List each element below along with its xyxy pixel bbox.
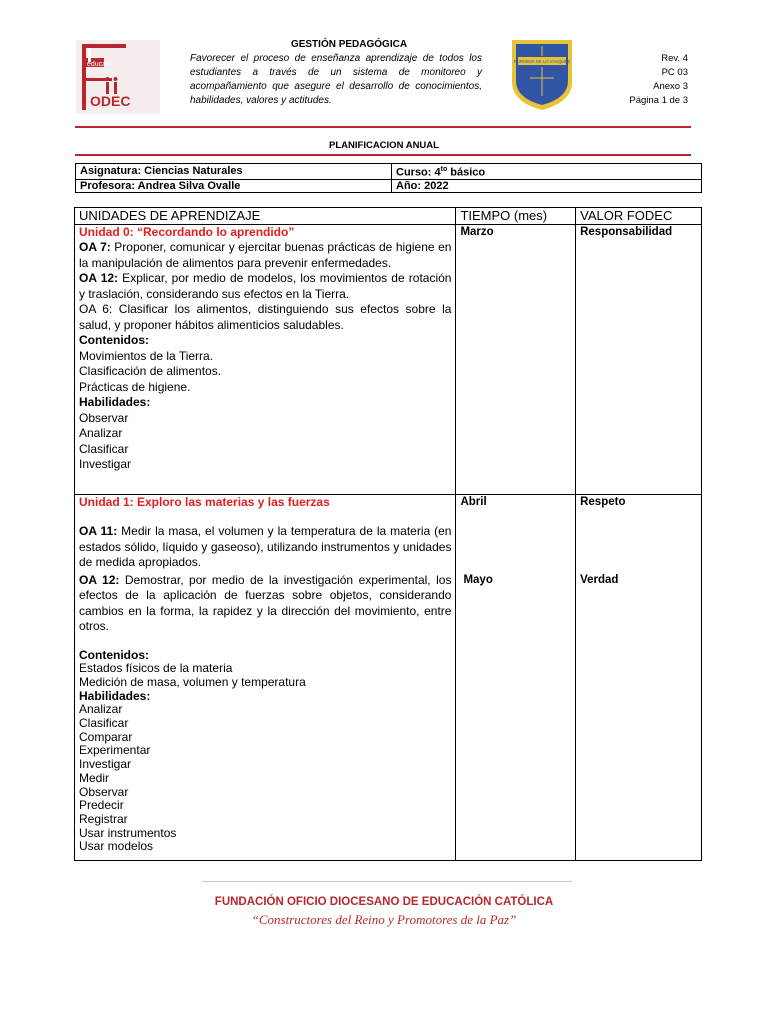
unit0-value: Responsabilidad — [580, 226, 673, 238]
list-item: Clasificar — [79, 716, 129, 731]
unit0-month: Marzo — [460, 226, 494, 238]
list-item: Medir — [79, 770, 110, 785]
unit1-oa12: OA 12: Demostrar, por medio de la investigación experimental, los efectos de la aplicación de fuerzas sobre objetos, considerando cambios en la forma, la rapidez y la dirección del movimiento, entre otros. — [79, 572, 452, 633]
fodec-logo — [76, 40, 160, 114]
unit1-value-cell — [576, 495, 702, 861]
list-item: Investigar — [79, 457, 132, 471]
document-control — [629, 52, 688, 108]
info-table — [75, 163, 702, 193]
footer-motto: “Constructores del Reino y Promotores de la Paz” — [251, 912, 517, 927]
unit0-contents-label: Contenidos: — [79, 333, 149, 347]
list-item: Experimentar — [79, 743, 151, 758]
annex: Anexo 3 — [653, 81, 688, 92]
page-title: PLANIFICACION ANUAL — [329, 140, 439, 151]
list-item: Registrar — [79, 811, 128, 826]
unit0-title: Unidad 0: “Recordando lo aprendido” — [79, 225, 295, 239]
header-divider — [75, 126, 691, 128]
unit0-oa6: OA 6: Clasificar los alimentos, distinguiendo sus efectos sobre la salud, y proponer hábitos alimenticios saludables. — [79, 302, 452, 332]
header-value: VALOR FODEC — [576, 208, 702, 225]
unit0-time-cell — [456, 225, 576, 495]
list-item: Usar modelos — [79, 839, 154, 854]
course-cell: Curso: $4^{to}$ básico — [392, 164, 702, 180]
document-code: PC 03 — [661, 67, 688, 78]
list-item: Observar — [79, 410, 129, 425]
teacher-cell: Profesora: Andrea Silva Ovalle — [76, 179, 392, 192]
table-header-row — [75, 208, 702, 225]
list-item: Usar instrumentos — [79, 825, 177, 840]
unit1-title: Unidad 1: Exploro las materias y las fuerzas — [79, 495, 330, 509]
subject-cell: Asignatura: Ciencias Naturales — [76, 164, 392, 180]
header-title: GESTIÓN PEDAGÓGICA — [290, 39, 408, 50]
unit1-cell — [75, 495, 456, 861]
list-item: Movimientos de la Tierra. — [79, 348, 214, 363]
unit1-contents-label: Contenidos: — [79, 647, 149, 662]
svg-text:PURISIMA DE LO VASQUEZ: PURISIMA DE LO VASQUEZ — [513, 59, 571, 64]
list-item: Clasificar — [79, 441, 129, 456]
unit1-value-verdad: Verdad — [580, 574, 619, 586]
table-row — [75, 225, 702, 495]
unit1-oa11: OA 11: Medir la masa, el volumen y la temperatura de la materia (en estados sólido, líquido y gaseoso), utilizando instrumentos y unidades de medida apropiados. — [79, 524, 452, 569]
unit1-month-may: Mayo — [463, 574, 493, 586]
school-crest-icon — [510, 38, 574, 112]
list-item: Analizar — [79, 702, 123, 717]
footer-divider — [202, 881, 572, 882]
unit0-oa12: OA 12: Explicar, por medio de modelos, los movimientos de rotación y traslación, considerando sus efectos en la Tierra. — [79, 271, 452, 301]
list-item: Estados físicos de la materia — [79, 661, 233, 676]
list-item: Analizar — [79, 426, 123, 440]
header-time: TIEMPO (mes) — [456, 208, 576, 225]
list-item: Medición de masa, volumen y temperatura — [79, 674, 306, 689]
unit0-skills-label: Habilidades: — [79, 395, 151, 409]
table-row — [75, 495, 702, 861]
header-units: UNIDADES DE APRENDIZAJE — [75, 208, 456, 225]
list-item: Clasificación de alimentos. — [79, 364, 222, 378]
unit1-month-april: Abril — [460, 496, 487, 508]
svg-text:ODEC: ODEC — [90, 93, 131, 109]
list-item: Prácticas de higiene. — [79, 379, 191, 394]
revision: Rev. 4 — [661, 53, 688, 64]
unit0-value-cell — [576, 225, 702, 495]
unit0-cell — [75, 225, 456, 495]
svg-text:educar: educar — [87, 61, 109, 68]
unit1-value-respeto: Respeto — [580, 496, 626, 508]
list-item: Investigar — [79, 757, 132, 772]
page-number: Página 1 de 3 — [629, 95, 688, 106]
list-item: Comparar — [79, 729, 133, 744]
unit1-time-cell — [456, 495, 576, 861]
footer-foundation-name: FUNDACIÓN OFICIO DIOCESANO DE EDUCACIÓN CATÓLICA — [214, 896, 554, 908]
unit0-oa7: OA 7: Proponer, comunicar y ejercitar buenas prácticas de higiene en la manipulación de alimentos para prevenir enfermedades. — [79, 240, 452, 270]
list-item: Observar — [79, 784, 129, 799]
planning-table — [74, 207, 702, 861]
year-cell: Año: 2022 — [392, 179, 702, 192]
list-item: Predecir — [79, 798, 124, 813]
unit1-skills-label: Habilidades: — [79, 688, 151, 703]
title-divider — [75, 154, 691, 156]
header-description: Favorecer el proceso de enseñanza aprendizaje de todos los estudiantes a través de un sistema de monitoreo y acompañamiento que asegure el desarrollo de conocimientos, habilidades, valores y actitudes. — [190, 53, 482, 106]
